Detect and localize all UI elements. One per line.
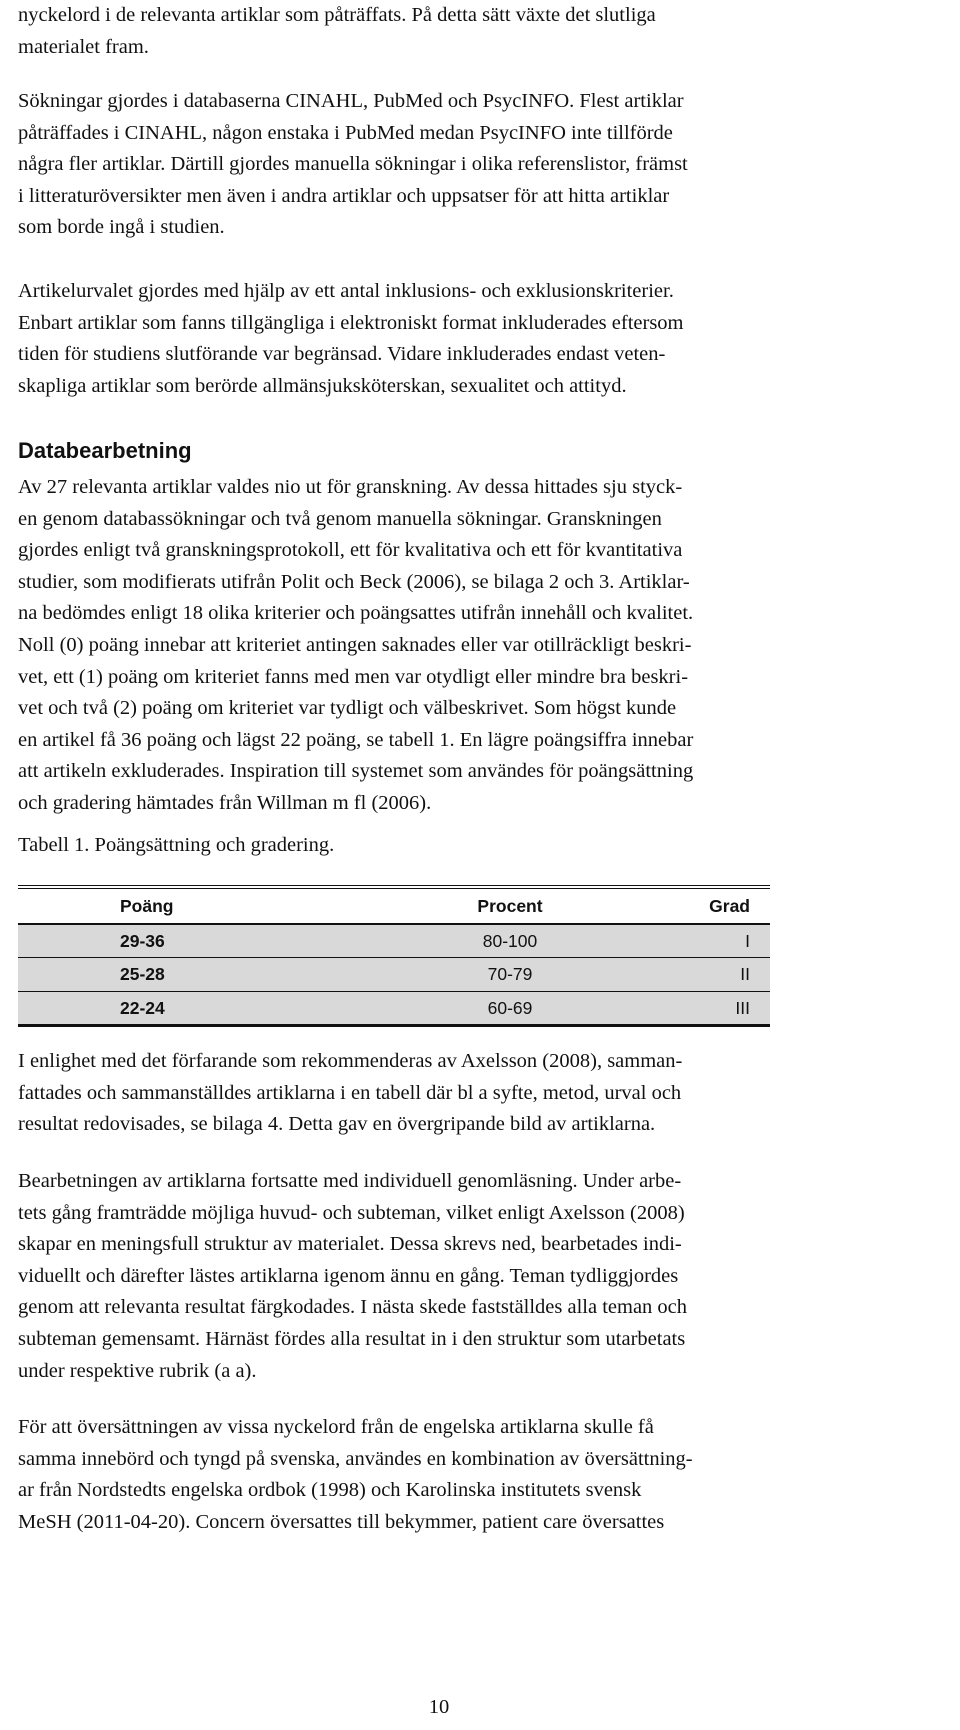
text-line: fattades och sammanställdes artiklarna i en tabell där bl a syfte, metod, urval och — [18, 1081, 682, 1104]
table-row — [18, 924, 770, 958]
text-line: För att översättningen av vissa nyckelord från de engelska artiklarna skulle få — [18, 1416, 654, 1438]
text-line: resultat redovisades, se bilaga 4. Detta gav en övergripande bild av artiklarna. — [18, 1113, 656, 1136]
text-line: gjordes enligt två granskningsprotokoll, ett för kvalitativa och ett för kvantitativa — [18, 539, 683, 562]
text-line: som borde ingå i studien. — [18, 216, 225, 239]
text-line: skapar en meningsfull struktur av materialet. Dessa skrevs ned, bearbetades indi- — [18, 1233, 682, 1256]
score-table — [18, 885, 770, 1027]
paragraph-analysis — [18, 1166, 938, 1387]
table-cell: II — [640, 958, 770, 992]
page-number: 10 — [428, 1696, 450, 1718]
paragraph-processing — [18, 472, 938, 820]
table-cell: 22-24 — [18, 991, 380, 1026]
text-line: Noll (0) poäng innebar att kriteriet antingen saknades eller var otillräckligt beskri- — [18, 633, 692, 656]
text-line: en artikel få 36 poäng och lägst 22 poäng, se tabell 1. En lägre poängsiffra innebar — [18, 728, 694, 751]
table-caption: Tabell 1. Poängsättning och gradering. — [18, 834, 335, 856]
paragraph-selection — [18, 276, 938, 402]
table-cell: 70-79 — [380, 958, 640, 992]
text-line: några fler artiklar. Därtill gjordes manuella sökningar i olika referenslistor, främst — [18, 153, 688, 176]
table-row — [18, 991, 770, 1026]
text-line: skapliga artiklar som berörde allmänsjuksköterskan, sexualitet och attityd. — [18, 374, 627, 397]
paragraph-translation — [18, 1412, 938, 1538]
text-line: vet, ett (1) poäng om kriteriet fanns med men var otydligt eller mindre bra beskri- — [18, 665, 689, 688]
header-cell: Poäng — [18, 887, 380, 924]
text-line: Av 27 relevanta artiklar valdes nio ut för granskning. Av dessa hittades sju styck- — [18, 476, 683, 498]
text-line: I enlighet med det förfarande som rekommenderas av Axelsson (2008), samman- — [18, 1050, 683, 1072]
header-cell: Grad — [640, 887, 770, 924]
header-cell: Procent — [380, 887, 640, 924]
paragraph-databases — [18, 86, 938, 244]
table-cell: III — [640, 991, 770, 1026]
table-header-row — [18, 887, 770, 924]
text-line: under respektive rubrik (a a). — [18, 1359, 257, 1382]
table-cell: 80-100 — [380, 924, 640, 958]
text-line: en genom databassökningar och två genom manuella sökningar. Granskningen — [18, 507, 662, 530]
text-line: samma innebörd och tyngd på svenska, användes en kombination av översättning- — [18, 1447, 693, 1470]
text-line: påträffades i CINAHL, någon enstaka i PubMed medan PsycINFO inte tillförde — [18, 121, 673, 144]
text-line: ar från Nordstedts engelska ordbok (1998) och Karolinska institutets svensk — [18, 1479, 642, 1502]
text-line: tiden för studiens slutförande var begränsad. Vidare inkluderades endast veten- — [18, 343, 666, 366]
text-line: subteman gemensamt. Härnäst fördes alla resultat in i den struktur som utarbetats — [18, 1327, 686, 1350]
text-line: studier, som modifierats utifrån Polit och Beck (2006), se bilaga 2 och 3. Artiklar- — [18, 570, 690, 593]
table-cell: 60-69 — [380, 991, 640, 1026]
text-line: nyckelord i de relevanta artiklar som påträffats. På detta sätt växte det slutliga — [18, 4, 656, 26]
text-line: Bearbetningen av artiklarna fortsatte med individuell genomläsning. Under arbe- — [18, 1170, 682, 1192]
section-heading: Databearbetning — [18, 438, 192, 463]
text-line: tets gång framträdde möjliga huvud- och subteman, vilket enligt Axelsson (2008) — [18, 1201, 685, 1224]
text-line: viduellt och därefter lästes artiklarna igenom ännu en gång. Teman tydliggjordes — [18, 1264, 679, 1287]
text-line: i litteraturöversikter men även i andra artiklar och uppsatser för att hitta artiklar — [18, 184, 670, 207]
paragraph-intro — [18, 0, 938, 63]
text-line: materialet fram. — [18, 35, 149, 58]
paragraph-summary — [18, 1046, 938, 1141]
table-cell: I — [640, 924, 770, 958]
table-cell: 29-36 — [18, 924, 380, 958]
table-cell: 25-28 — [18, 958, 380, 992]
text-line: Artikelurvalet gjordes med hjälp av ett antal inklusions- och exklusionskriterier. — [18, 280, 674, 302]
text-line: MeSH (2011-04-20). Concern översattes till bekymmer, patient care översattes — [18, 1510, 665, 1533]
text-line: na bedömdes enligt 18 olika kriterier och poängsattes utifrån innehåll och kvalitet. — [18, 602, 694, 625]
text-line: Enbart artiklar som fanns tillgängliga i elektroniskt format inkluderades eftersom — [18, 311, 684, 334]
text-line: vet och två (2) poäng om kriteriet var tydligt och välbeskrivet. Som högst kunde — [18, 697, 677, 720]
text-line: Sökningar gjordes i databaserna CINAHL, PubMed och PsycINFO. Flest artiklar — [18, 90, 684, 112]
table-row — [18, 958, 770, 992]
text-line: och gradering hämtades från Willman m fl (2006). — [18, 791, 432, 814]
text-line: att artikeln exkluderades. Inspiration till systemet som användes för poängsättning — [18, 760, 694, 783]
text-line: genom att relevanta resultat färgkodades. I nästa skede fastställdes alla teman och — [18, 1296, 688, 1319]
